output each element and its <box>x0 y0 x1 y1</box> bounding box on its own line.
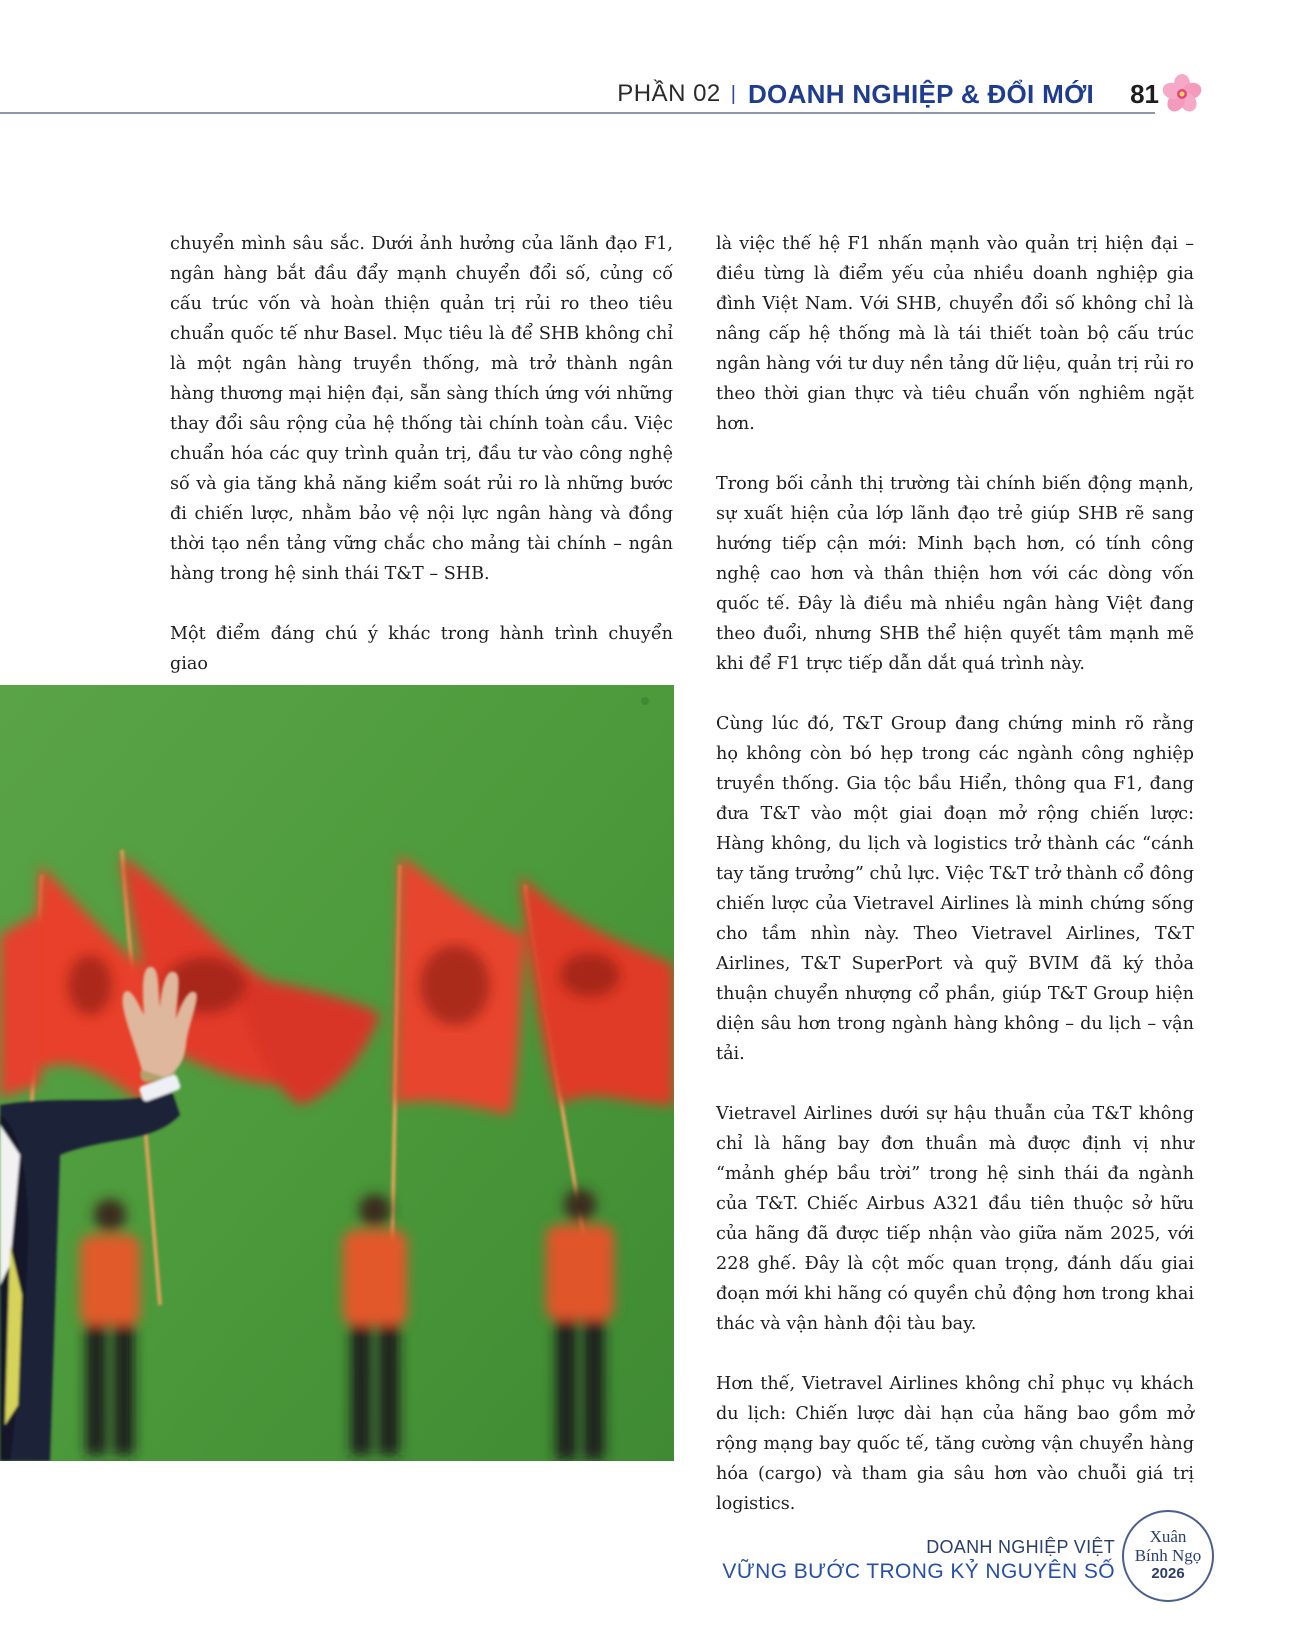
running-header <box>617 76 1159 112</box>
header-separator: | <box>730 82 736 105</box>
body-paragraph: chuyển mình sâu sắc. Dưới ảnh hưởng của lãnh đạo F1, ngân hàng bắt đầu đẩy mạnh chuyển đổi số, củng cố cấu trúc vốn và hoàn thiện quản trị rủi ro theo tiêu chuẩn quốc tế như Basel. Mục tiêu là để SHB không chỉ là một ngân hàng truyền thống, mà trở thành ngân hàng thương mại hiện đại, sẵn sàng thích ứng với những thay đổi sâu rộng của hệ thống tài chính toàn cầu. Việc chuẩn hóa các quy trình quản trị, đầu tư vào công nghệ số và gia tăng khả năng kiểm soát rủi ro là những bước đi chiến lược, nhằm bảo vệ nội lực ngân hàng và đồng thời tạo nền tảng vững chắc cho mảng tài chính – ngân hàng trong hệ sinh thái T&T – SHB. <box>170 234 673 584</box>
left-column <box>170 229 673 679</box>
body-paragraph: Hơn thế, Vietravel Airlines không chỉ phục vụ khách du lịch: Chiến lược dài hạn của hãng bao gồm mở rộng mạng bay quốc tế, tăng cường vận chuyển hàng hóa (cargo) và tham gia sâu hơn vào chuỗi giá trị logistics. <box>716 1374 1194 1514</box>
header-rule <box>0 112 1155 114</box>
right-column <box>716 229 1194 1519</box>
peach-blossom-icon <box>1162 74 1202 114</box>
page-number: 81 <box>1130 78 1159 109</box>
badge-line-1: Xuân <box>1149 1527 1187 1546</box>
flag-ceremony-image <box>0 685 674 1461</box>
badge-year: 2026 <box>1151 1565 1185 1582</box>
body-paragraph: Một điểm đáng chú ý khác trong hành trình chuyển giao <box>170 624 673 674</box>
article-photo <box>0 685 674 1461</box>
badge-line-2: Bính Ngọ <box>1134 1546 1202 1565</box>
issue-badge <box>1122 1510 1214 1602</box>
publication-subtitle: VỮNG BƯỚC TRONG KỶ NGUYÊN SỐ <box>722 1560 1115 1583</box>
publication-footer <box>722 1535 1115 1585</box>
body-paragraph: Trong bối cảnh thị trường tài chính biến động mạnh, sự xuất hiện của lớp lãnh đạo trẻ giúp SHB rẽ sang hướng tiếp cận mới: Minh bạch hơn, có tính công nghệ cao hơn và thân thiện hơn với các dòng vốn quốc tế. Đây là điều mà nhiều ngân hàng Việt đang theo đuổi, nhưng SHB thể hiện quyết tâm mạnh mẽ khi để F1 trực tiếp dẫn dắt quá trình này. <box>716 474 1194 674</box>
section-label: PHẦN 02 <box>617 80 721 107</box>
body-paragraph: Cùng lúc đó, T&T Group đang chứng minh rõ rằng họ không còn bó hẹp trong các ngành công nghiệp truyền thống. Gia tộc bầu Hiển, thông qua F1, đang đưa T&T vào một giai đoạn mở rộng chiến lược: Hàng không, du lịch và logistics trở thành các “cánh tay tăng trưởng” chủ lực. Việc T&T trở thành cổ đông chiến lược của Vietravel Airlines là minh chứng sống cho tầm nhìn này. Theo Vietravel Airlines, T&T Airlines, T&T SuperPort và quỹ BVIM đã ký thỏa thuận chuyển nhượng cổ phần, giúp T&T Group hiện diện sâu hơn trong ngành hàng không – du lịch – vận tải. <box>716 714 1194 1064</box>
body-paragraph: là việc thế hệ F1 nhấn mạnh vào quản trị hiện đại – điều từng là điểm yếu của nhiều doanh nghiệp gia đình Việt Nam. Với SHB, chuyển đổi số không chỉ là nâng cấp hệ thống mà là tái thiết toàn bộ cấu trúc ngân hàng với tư duy nền tảng dữ liệu, quản trị rủi ro theo thời gian thực và tiêu chuẩn vốn nghiêm ngặt hơn. <box>716 234 1194 434</box>
publication-title: DOANH NGHIỆP VIỆT <box>926 1537 1115 1557</box>
section-title: DOANH NGHIỆP & ĐỔI MỚI <box>747 78 1095 109</box>
body-paragraph: Vietravel Airlines dưới sự hậu thuẫn của T&T không chỉ là hãng bay đơn thuần mà được định vị như “mảnh ghép bầu trời” trong hệ sinh thái đa ngành của T&T. Chiếc Airbus A321 đầu tiên thuộc sở hữu của hãng đã được tiếp nhận vào giữa năm 2025, với 228 ghế. Đây là cột mốc quan trọng, đánh dấu giai đoạn mới khi hãng có quyền chủ động hơn trong khai thác và vận hành đội tàu bay. <box>716 1104 1194 1334</box>
